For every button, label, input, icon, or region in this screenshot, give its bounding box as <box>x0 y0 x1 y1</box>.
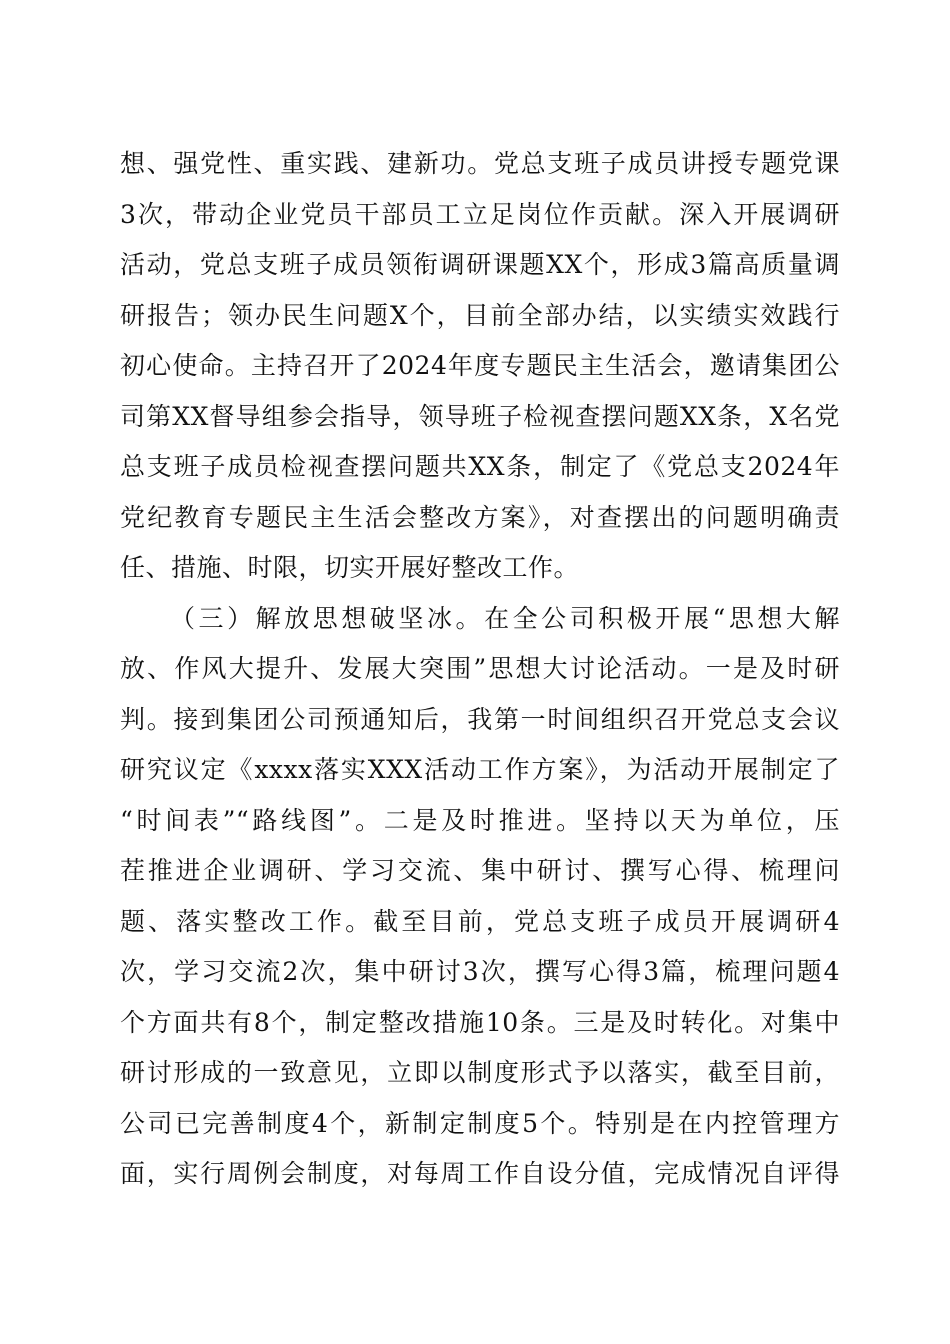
text-line: 活动，党总支班子成员领衔调研课题XX个，形成3篇高质量调 <box>120 250 840 279</box>
text-line: 茬推进企业调研、学习交流、集中研讨、撰写心得、梳理问 <box>120 856 840 885</box>
section-heading-line: （三）解放思想破坚冰。在全公司积极开展“思想大解 <box>170 603 840 633</box>
text-line: 党纪教育专题民主生活会整改方案》，对查摆出的问题明确责 <box>120 502 840 532</box>
text-line: 研究议定《xxxx落实XXX活动工作方案》，为活动开展制定了 <box>120 755 840 784</box>
text-line: 研报告；领办民生问题X个，目前全部办结，以实绩实效践行 <box>120 300 840 330</box>
text-line: 判。接到集团公司预通知后，我第一时间组织召开党总支会议 <box>120 704 840 734</box>
text-line: 次，学习交流2次，集中研讨3次，撰写心得3篇，梳理问题4 <box>120 957 840 986</box>
text-line: 研讨形成的一致意见，立即以制度形式予以落实，截至目前， <box>120 1058 840 1087</box>
text-line: 想、强党性、重实践、建新功。党总支班子成员讲授专题党课 <box>120 149 840 178</box>
text-line: 初心使命。主持召开了2024年度专题民主生活会，邀请集团公 <box>120 351 840 380</box>
text-line: 总支班子成员检视查摆问题共XX条，制定了《党总支2024年 <box>120 452 840 481</box>
text-line: 题、落实整改工作。截至目前，党总支班子成员开展调研4 <box>120 906 840 936</box>
text-line: “时间表”“路线图”。二是及时推进。坚持以天为单位，压 <box>120 805 840 835</box>
text-line: 面，实行周例会制度，对每周工作自设分值，完成情况自评得 <box>120 1159 840 1188</box>
text-line: 任、措施、时限，切实开展好整改工作。 <box>120 553 580 582</box>
text-line: 个方面共有8个，制定整改措施10条。三是及时转化。对集中 <box>120 1007 840 1037</box>
text-line: 3次，带动企业党员干部员工立足岗位作贡献。深入开展调研 <box>120 199 840 229</box>
body-text <box>120 139 840 1200</box>
text-line: 司第XX督导组参会指导，领导班子检视查摆问题XX条，X名党 <box>120 401 840 431</box>
text-line: 公司已完善制度4个，新制定制度5个。特别是在内控管理方 <box>120 1108 840 1138</box>
text-line: 放、作风大提升、发展大突围”思想大讨论活动。一是及时研 <box>120 654 840 683</box>
